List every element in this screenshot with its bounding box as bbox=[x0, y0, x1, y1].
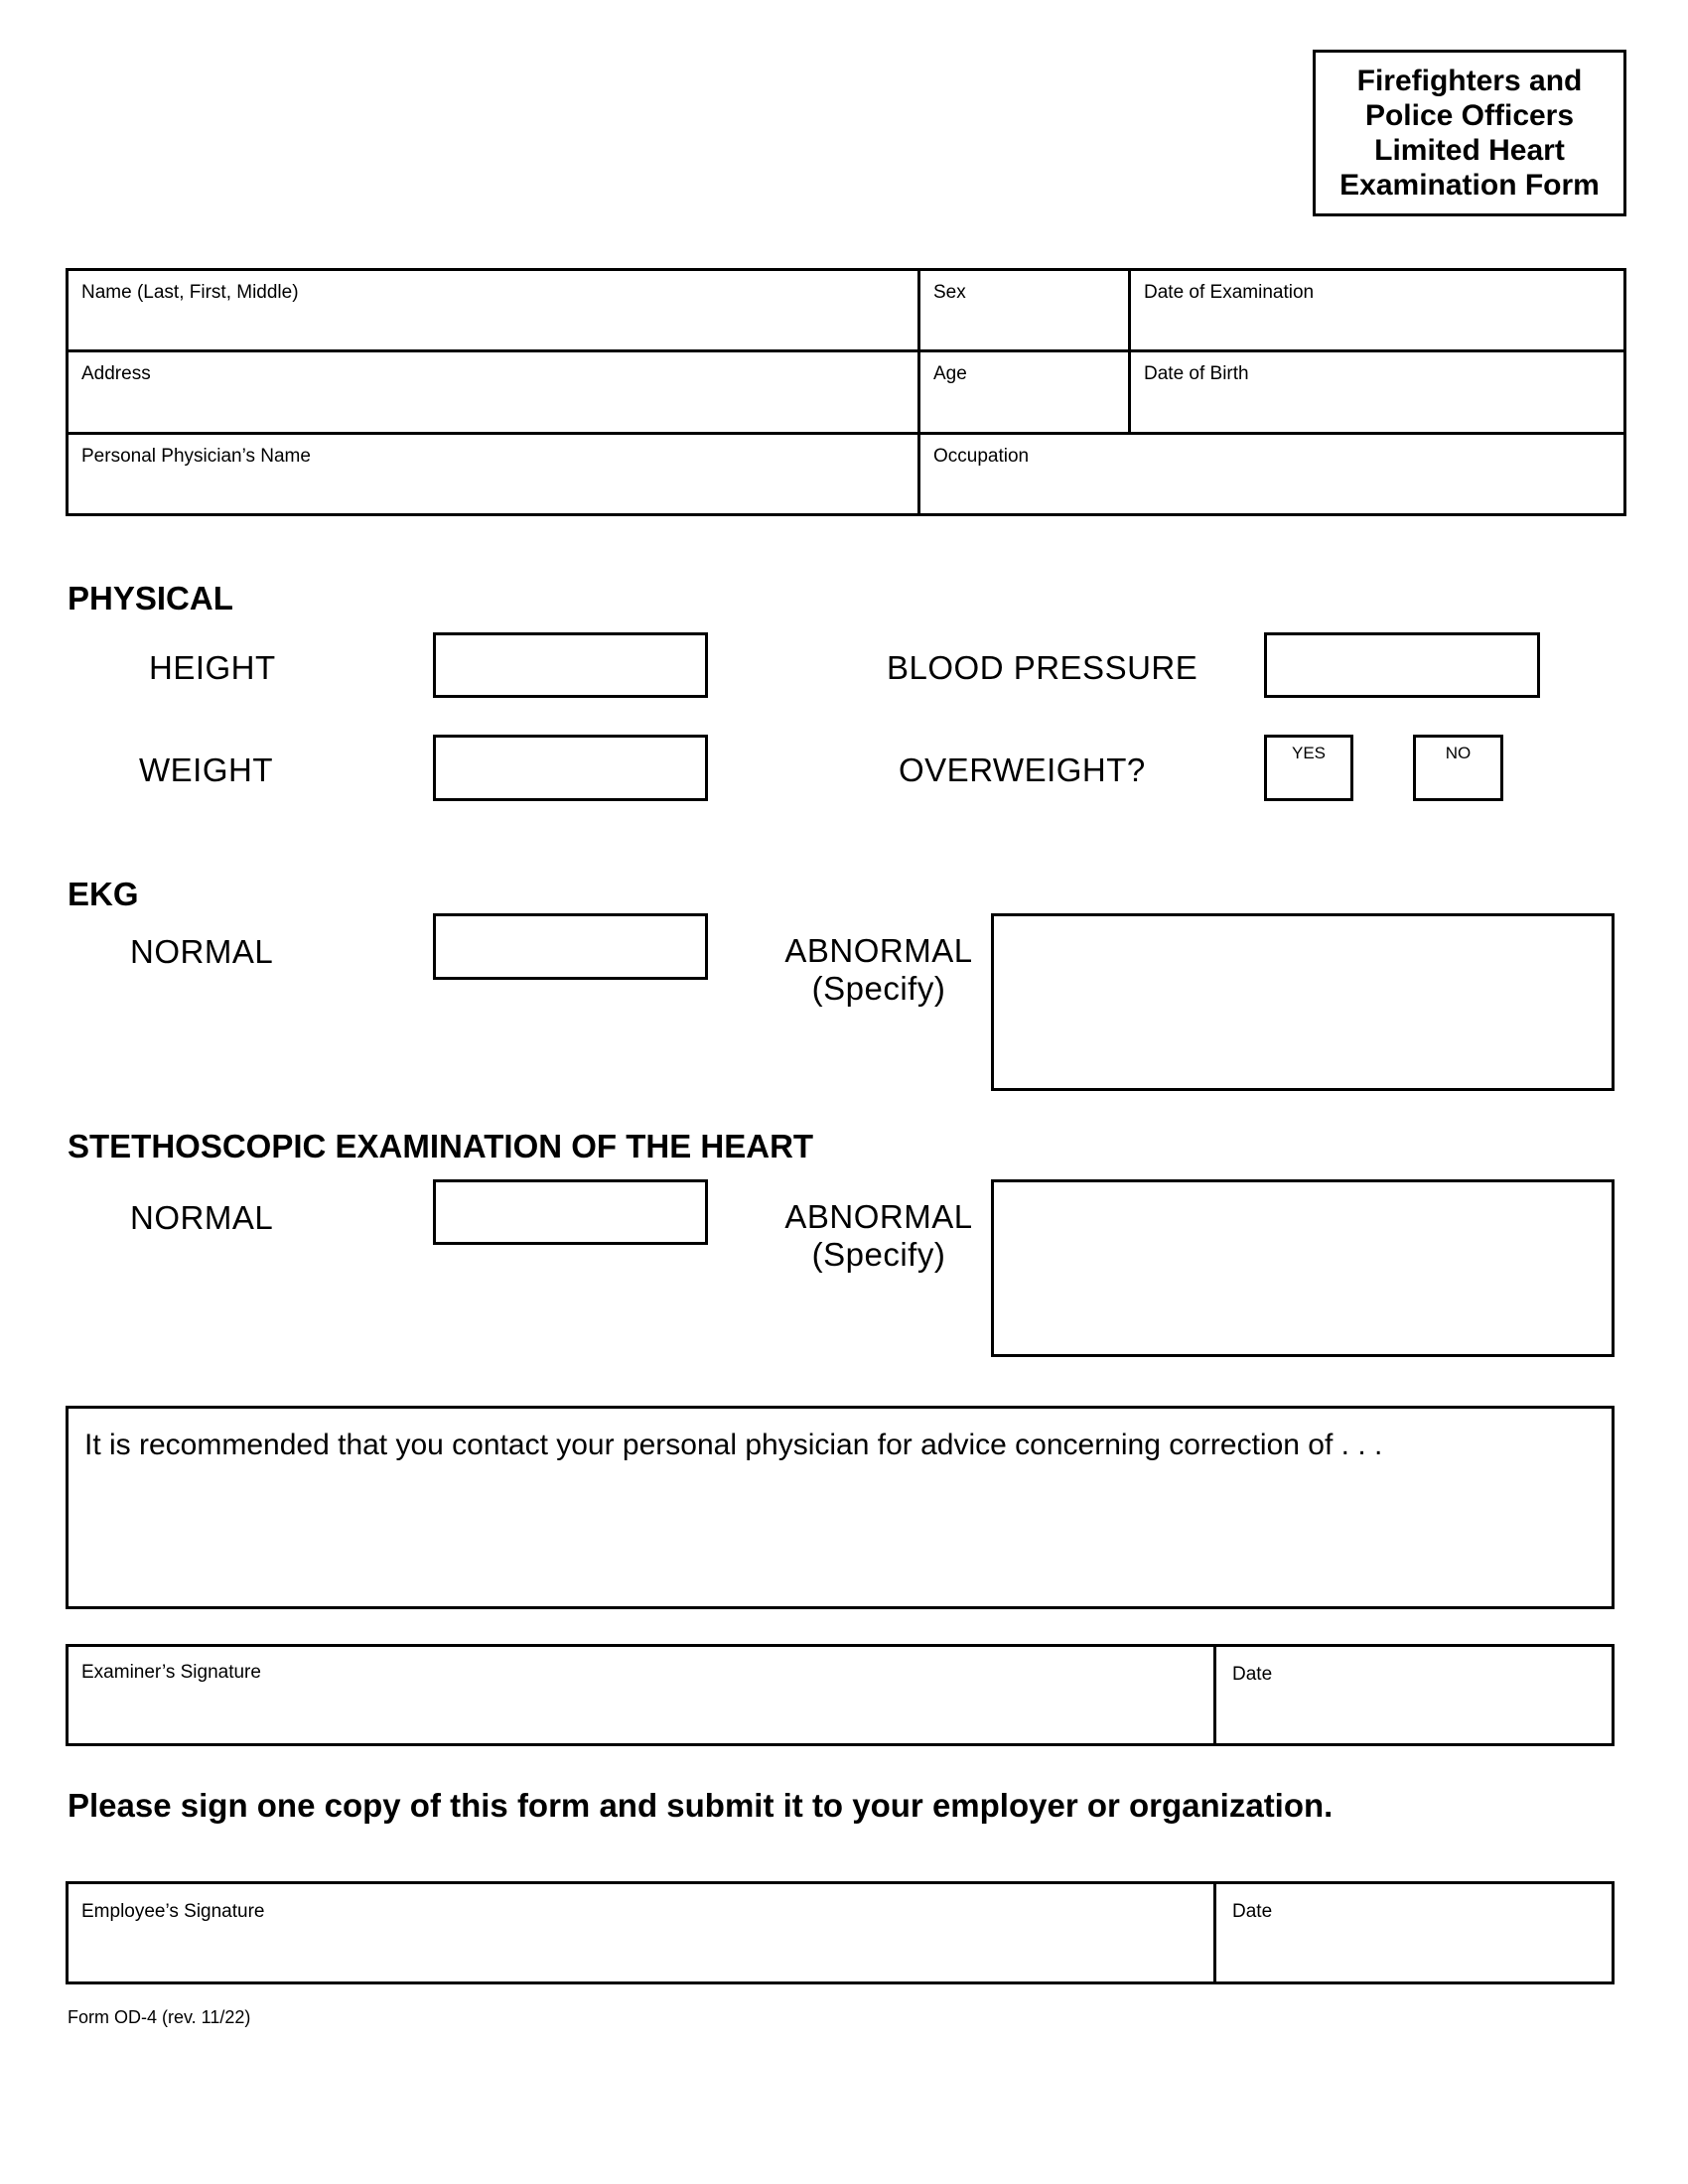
weight-input[interactable] bbox=[433, 735, 708, 801]
form-title-line-2: Police Officers bbox=[1364, 99, 1575, 132]
examiner-date-label: Date bbox=[1232, 1664, 1273, 1685]
steth-specify-text: (Specify) bbox=[811, 1236, 946, 1273]
weight-label: WEIGHT bbox=[139, 751, 273, 788]
examiner-signature-label: Examiner’s Signature bbox=[81, 1662, 261, 1683]
employee-signature-field[interactable] bbox=[66, 1881, 1213, 1984]
blood-pressure-label: BLOOD PRESSURE bbox=[887, 649, 1198, 686]
overweight-no-checkbox[interactable] bbox=[1413, 735, 1503, 801]
age-field[interactable] bbox=[917, 349, 1128, 432]
age-field-label: Age bbox=[933, 363, 967, 384]
sex-field-label: Sex bbox=[933, 282, 966, 303]
steth-normal-label: NORMAL bbox=[130, 1199, 274, 1236]
physician-name-label: Personal Physician’s Name bbox=[81, 446, 311, 467]
form-title-line-1: Firefighters and bbox=[1356, 65, 1583, 97]
height-label: HEIGHT bbox=[149, 649, 276, 686]
occupation-label: Occupation bbox=[933, 446, 1030, 467]
steth-abnormal-text: ABNORMAL bbox=[784, 1198, 973, 1235]
instruction-text: Please sign one copy of this form and submit it to your employer or organization. bbox=[68, 1787, 1334, 1824]
employee-date-field[interactable] bbox=[1216, 1881, 1615, 1984]
ekg-heading: EKG bbox=[68, 876, 139, 912]
address-field[interactable] bbox=[66, 349, 917, 432]
overweight-yes-checkbox[interactable] bbox=[1264, 735, 1353, 801]
steth-abnormal-label bbox=[784, 1198, 973, 1274]
employee-signature-label: Employee’s Signature bbox=[81, 1901, 265, 1922]
no-label: NO bbox=[1445, 744, 1472, 762]
ekg-specify-text: (Specify) bbox=[811, 970, 946, 1007]
ekg-abnormal-text: ABNORMAL bbox=[784, 932, 973, 969]
date-of-birth-field[interactable] bbox=[1128, 349, 1626, 432]
ekg-normal-input[interactable] bbox=[433, 913, 708, 980]
form-title-line-3: Limited Heart bbox=[1374, 134, 1565, 167]
physical-heading: PHYSICAL bbox=[68, 580, 233, 616]
form-title-line-4: Examination Form bbox=[1339, 169, 1600, 202]
steth-abnormal-input[interactable] bbox=[991, 1179, 1615, 1357]
height-input[interactable] bbox=[433, 632, 708, 698]
name-field-label: Name (Last, First, Middle) bbox=[81, 282, 299, 303]
physician-name-field[interactable] bbox=[66, 432, 917, 516]
examiner-signature-field[interactable] bbox=[66, 1644, 1213, 1746]
recommendation-box[interactable] bbox=[66, 1406, 1615, 1609]
examiner-date-field[interactable] bbox=[1216, 1644, 1615, 1746]
ekg-abnormal-label bbox=[784, 932, 973, 1008]
recommendation-text: It is recommended that you contact your personal physician for advice concerning correction of . . . bbox=[84, 1429, 1383, 1461]
employee-date-label: Date bbox=[1232, 1901, 1273, 1922]
name-field[interactable] bbox=[66, 268, 917, 349]
sex-field[interactable] bbox=[917, 268, 1128, 349]
occupation-field[interactable] bbox=[917, 432, 1626, 516]
date-of-examination-label: Date of Examination bbox=[1144, 282, 1315, 303]
overweight-label: OVERWEIGHT? bbox=[899, 751, 1146, 788]
form-number: Form OD-4 (rev. 11/22) bbox=[68, 2007, 251, 2027]
yes-label: YES bbox=[1291, 744, 1327, 762]
address-field-label: Address bbox=[81, 363, 151, 384]
blood-pressure-input[interactable] bbox=[1264, 632, 1540, 698]
date-of-birth-label: Date of Birth bbox=[1144, 363, 1249, 384]
stethoscopic-heading: STETHOSCOPIC EXAMINATION OF THE HEART bbox=[68, 1128, 814, 1164]
form-title-box bbox=[1313, 50, 1626, 216]
steth-normal-input[interactable] bbox=[433, 1179, 708, 1245]
ekg-normal-label: NORMAL bbox=[130, 933, 274, 970]
date-of-examination-field[interactable] bbox=[1128, 268, 1626, 349]
ekg-abnormal-input[interactable] bbox=[991, 913, 1615, 1091]
